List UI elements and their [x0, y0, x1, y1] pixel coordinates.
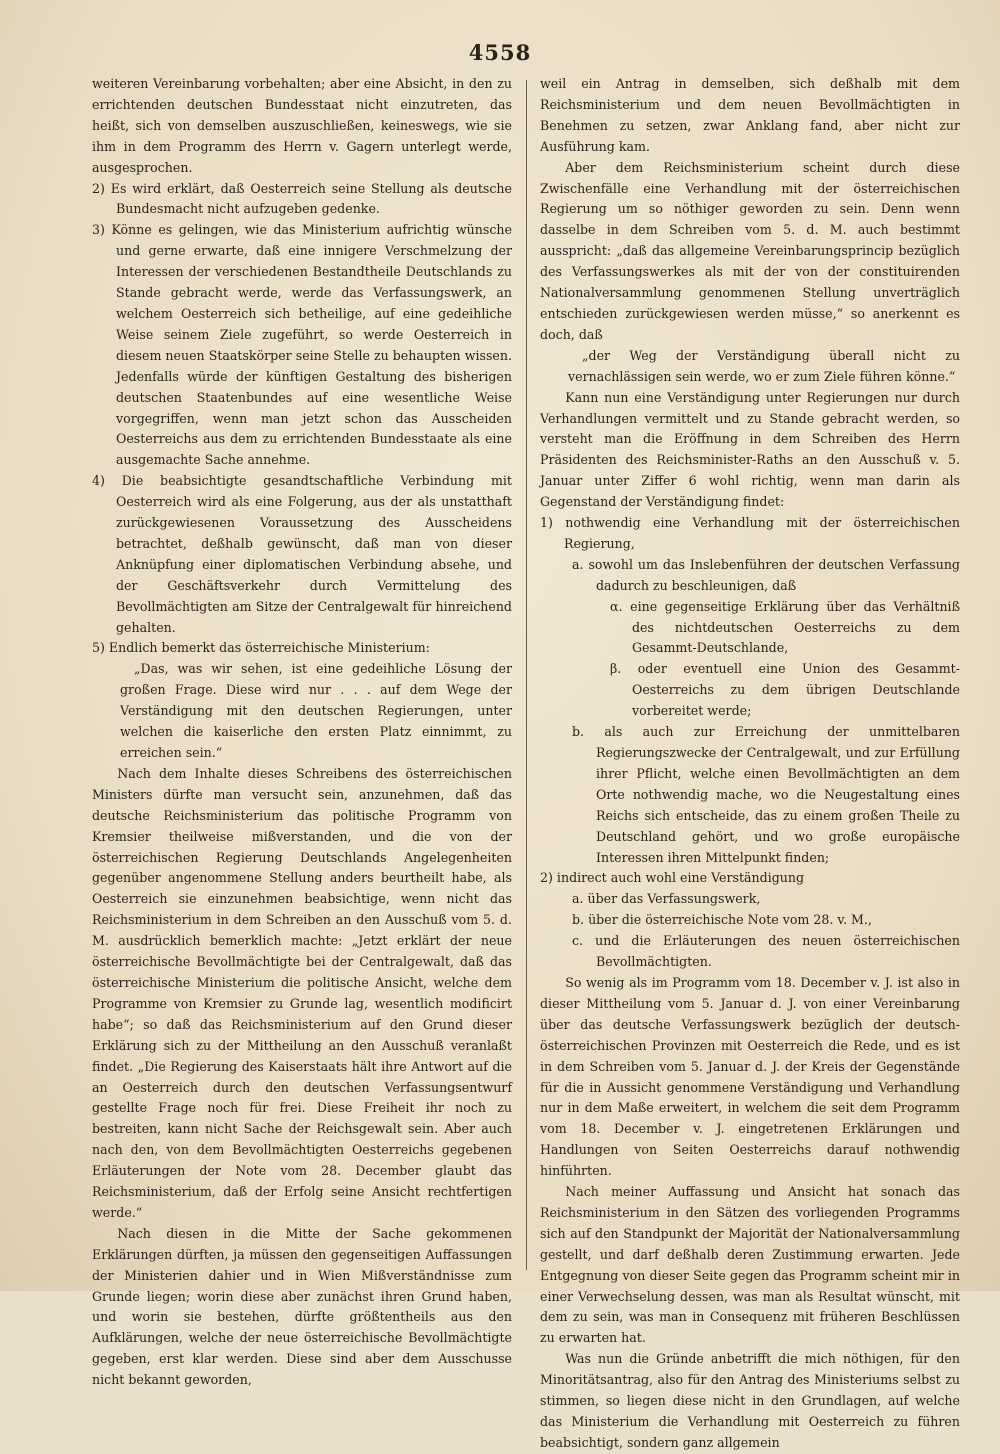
paragraph: 5) Endlich bemerkt das österreichische Ministerium:	[92, 640, 430, 656]
left-column	[92, 74, 512, 1388]
paragraph: b. über die österreichische Note vom 28. v. M.,	[572, 912, 872, 928]
column-divider	[526, 80, 527, 1270]
paragraph: Kann nun eine Verständigung unter Regierungen nur durch Verhandlungen vermittelt und zu Stande gebracht werden, so versteht man die Eröffnung in dem Schreiben des Herrn Präsidenten des Reichsminister-Raths an den Ausschuß v. 5. Januar unter Ziffer 6 wohl richtig, wenn man darin als Gegenstand der Verständigung findet:	[540, 389, 960, 510]
paragraph: β. oder eventuell eine Union des Gesammt-Oesterreichs zu dem übrigen Deutschlande vorbereitet werde;	[610, 661, 960, 719]
paragraph: Nach dem Inhalte dieses Schreibens des österreichischen Ministers dürfte man versucht sein, anzunehmen, daß das deutsche Reichsministerium das politische Programm von Kremsier theilweise mißverstanden, und die von der österreichischen Regierung Deutschlands Angelegenheiten gegenüber angenommene Stellung anders beurtheilt habe, als Oesterreich sie einzunehmen beabsichtige, wenn nicht das Reichsministerium in dem Schreiben an den Ausschuß vom 5. d. M. ausdrücklich bemerklich machte: „Jetzt erklärt der neue österreichische Bevollmächtigte bei der Centralgewalt, daß das österreichische Ministerium die politische Ansicht, welche dem Programme von Kremsier zu Grunde lag, wesentlich modificirt habe“; so daß das Reichsministerium auf den Grund dieser Erklärung sich zu der Mittheilung an den Ausschuß veranlaßt findet. „Die Regierung des Kaiserstaats hält ihre Antwort auf die an Oesterreich durch den deutschen Verfassungsentwurf gestellte Frage noch für frei. Diese Freiheit ihr noch zu bestreiten, kann nicht Sache der Reichsgewalt sein. Aber auch nach den, von dem Bevollmächtigten Oesterreichs gegebenen Erläuterungen der Note vom 28. December glaubt das Reichsministerium, daß der Erfolg seine Ansicht rechtfertigen werde.“	[92, 765, 512, 1220]
paragraph: 1) nothwendig eine Verhandlung mit der österreichischen Regierung,	[540, 515, 960, 551]
paragraph: c. und die Erläuterungen des neuen österreichischen Bevollmächtigten.	[572, 933, 960, 970]
right-column	[540, 74, 960, 1450]
paragraph: 3) Könne es gelingen, wie das Ministerium aufrichtig wünsche und gerne erwarte, daß eine innigere Verschmelzung der Interessen der verschiedenen Bestandtheile Deutschlands zu Stande gebracht werde, werde das Verfassungswerk, an welchem Oesterreich sich betheilige, auf eine gedeihliche Weise seinem Ziele zugeführt, so werde Oesterreich in diesem neuen Staatskörper seine Stelle zu behaupten wissen. Jedenfalls würde der künftigen Gestaltung des bisherigen deutschen Staatenbundes auf eine wesentliche Weise vorgegriffen, wenn man jetzt schon das Ausscheiden Oesterreichs aus dem zu errichtenden Bundesstaate als eine ausgemachte Sache annehme.	[92, 222, 512, 468]
paragraph: Aber dem Reichsministerium scheint durch diese Zwischenfälle eine Verhandlung mit der österreichischen Regierung um so nöthiger geworden zu sein. Denn wenn dasselbe in dem Schreiben vom 5. d. M. auch bestimmt ausspricht: „daß das allgemeine Vereinbarungsprincip bezüglich des Verfassungswerkes als mit der von der constituirenden Nationalversammlung genommenen Stellung unverträglich entschieden zurückgewiesen werden müsse,“ so anerkennt es doch, daß	[540, 159, 960, 342]
paragraph: „Das, was wir sehen, ist eine gedeihliche Lösung der großen Frage. Diese wird nur . . . auf dem Wege der Verständigung mit den deutschen Regierungen, unter welchen die kaiserliche den ersten Platz einnimmt, zu erreichen sein.“	[120, 661, 512, 760]
paragraph: Nach meiner Auffassung und Ansicht hat sonach das Reichsministerium in den Sätzen des vorliegenden Programms sich auf den Standpunkt der Majorität der Nationalversammlung gestellt, und darf deßhalb deren Zustimmung erwarten. Jede Entgegnung von dieser Seite gegen das Programm scheint mir in einer Verwechselung dessen, was man als Resultat wünscht, mit dem zu sein, was man in Consequenz mit früheren Beschlüssen zu erwarten hat.	[540, 1184, 960, 1346]
paragraph: α. eine gegenseitige Erklärung über das Verhältniß des nichtdeutschen Oesterreichs zu dem Gesammt-Deutschlande,	[610, 598, 960, 656]
paragraph: 2) indirect auch wohl eine Verständigung	[540, 870, 805, 886]
paragraph: weil ein Antrag in demselben, sich deßhalb mit dem Reichsministerium und dem neuen Bevollmächtigten in Benehmen zu setzen, zwar Anklang fand, aber nicht zur Ausführung kam.	[540, 76, 960, 154]
paragraph: a. sowohl um das Inslebenführen der deutschen Verfassung dadurch zu beschleunigen, daß	[572, 556, 960, 593]
paragraph: weiteren Vereinbarung vorbehalten; aber eine Absicht, in den zu errichtenden deutschen Bundesstaat nicht einzutreten, das heißt, sich von demselben auszuschließen, keineswegs, wie sie ihm in dem Programm des Herrn v. Gagern unterlegt werde, ausgesprochen.	[92, 76, 512, 175]
paragraph: 2) Es wird erklärt, daß Oesterreich seine Stellung als deutsche Bundesmacht nicht aufzugeben gedenke.	[92, 180, 512, 217]
page-number: 4558	[468, 40, 532, 65]
paragraph: 4) Die beabsichtigte gesandtschaftliche Verbindung mit Oesterreich wird als eine Folgerung, aus der als unstatthaft zurückgewiesenen Voraussetzung des Ausscheidens betrachtet, deßhalb gewünscht, daß man von dieser Anknüpfung einer diplomatischen Verbindung absehe, und der Geschäftsverkehr durch Vermittelung des Bevollmächtigten am Sitze der Centralgewalt für hinreichend gehalten.	[92, 473, 512, 635]
paragraph: b. als auch zur Erreichung der unmittelbaren Regierungszwecke der Centralgewalt, und zur Erfüllung ihrer Pflicht, welche einen Bevollmächtigten an dem Orte nothwendig mache, wo die Neugestaltung eines Reichs sich entscheide, das zu einem großen Theile zu Deutschland gehört, und wo große europäische Interessen ihren Mittelpunkt finden;	[572, 724, 960, 865]
paragraph: So wenig als im Programm vom 18. December v. J. ist also in dieser Mittheilung vom 5. Januar d. J. von einer Vereinbarung über das deutsche Verfassungswerk bezüglich der deutsch-österreichischen Provinzen mit Oesterreich die Rede, und es ist in dem Schreiben vom 5. Januar d. J. der Kreis der Gegenstände für die in Aussicht genommene Verständigung und Verhandlung nur in dem Maße erweitert, in welchem die seit dem Programm vom 18. December v. J. eingetretenen Erklärungen und Handlungen von Seiten Oesterreichs darauf nothwendig hinführten.	[540, 974, 960, 1179]
paragraph: a. über das Verfassungswerk,	[572, 891, 761, 907]
paragraph: „der Weg der Verständigung überall nicht zu vernachlässigen sein werde, wo er zum Ziele führen könne.“	[568, 347, 960, 384]
paragraph: Nach diesen in die Mitte der Sache gekommenen Erklärungen dürften, ja müssen den gegenseitigen Auffassungen der Ministerien dahier und in Wien Mißverständnisse zum Grunde liegen; worin diese aber zunächst ihren Grund haben, und worin sie bestehen, dürfte größtentheils aus den Aufklärungen, welche der neue österreichische Bevollmächtigte gegeben, erst klar werden. Diese sind aber dem Ausschusse nicht bekannt geworden,	[92, 1225, 512, 1388]
paragraph: Was nun die Gründe anbetrifft die mich nöthigen, für den Minoritätsantrag, also für den Antrag des Ministeriums selbst zu stimmen, so liegen diese nicht in den Grundlagen, auf welche das Ministerium die Verhandlung mit Oesterreich zu führen beabsichtigt, sondern ganz allgemein	[540, 1351, 960, 1450]
